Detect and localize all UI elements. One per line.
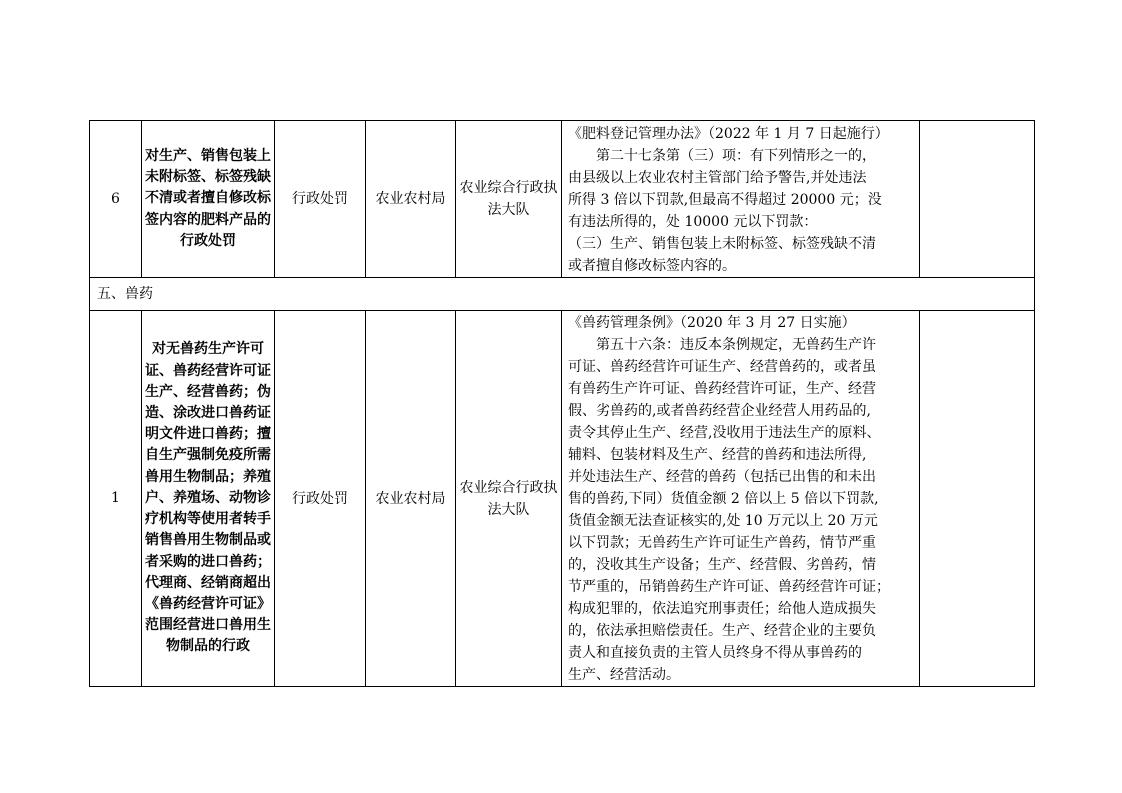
basis-line: 第五十六条：违反本条例规定，无兽药生产许: [596, 337, 876, 353]
penalty-type: 行政处罚: [275, 311, 366, 687]
department: 农业农村局: [366, 311, 456, 687]
basis-line: 第二十七条第（三）项：有下列情形之一的，: [596, 148, 876, 164]
row-number: 1: [90, 311, 142, 687]
basis-line: 节严重的，吊销兽药生产许可证、兽药经营许可证；: [568, 579, 890, 595]
basis-line: 货值金额无法查证核实的,处 10 万元以上 20 万元: [568, 513, 878, 529]
section-header-row: [90, 278, 1035, 311]
table-row: [90, 311, 1035, 687]
enforcement-table: [89, 120, 1035, 687]
basis-line: 责人和直接负责的主管人员终身不得从事兽药的: [568, 645, 862, 661]
remark: [920, 121, 1035, 278]
basis-line: 的，依法承担赔偿责任。生产、经营企业的主要负: [568, 623, 876, 639]
enforcement-unit: 农业综合行政执法大队: [456, 121, 562, 278]
basis-line: 《肥料登记管理办法》（2022 年 1 月 7 日起施行）: [568, 126, 889, 142]
department: 农业农村局: [366, 121, 456, 278]
basis-line: 构成犯罪的，依法追究刑事责任；给他人造成损失: [568, 601, 876, 617]
basis-line: （三）生产、销售包装上未附标签、标签残缺不清: [568, 236, 876, 252]
legal-basis: [562, 311, 920, 687]
section-title: 五、兽药: [90, 278, 1035, 311]
legal-basis: [562, 121, 920, 278]
basis-line: 售的兽药,下同）货值金额 2 倍以上 5 倍以下罚款,: [568, 491, 879, 507]
basis-line: 以下罚款；无兽药生产许可证生产兽药，情节严重: [568, 535, 876, 551]
item-name: 对生产、销售包装上未附标签、标签残缺不清或者擅自修改标签内容的肥料产品的行政处罚: [142, 121, 275, 278]
basis-line: 由县级以上农业农村主管部门给予警告,并处违法: [568, 170, 867, 186]
basis-line: 《兽药管理条例》（2020 年 3 月 27 日实施）: [568, 315, 856, 331]
basis-line: 假、劣兽药的,或者兽药经营企业经营人用药品的,: [568, 403, 871, 419]
remark: [920, 311, 1035, 687]
basis-line: 责令其停止生产、经营,没收用于违法生产的原料、: [568, 425, 881, 441]
item-name: 对无兽药生产许可证、兽药经营许可证生产、经营兽药；伪造、涂改进口兽药证明文件进口兽药；擅自生产强制免疫所需兽用生物制品；养殖户、养殖场、动物诊疗机构等使用者转手销售兽用生物制品或者采购的进口兽药；代理商、经销商超出《兽药经营许可证》范围经营进口兽用生物制品的行政: [142, 311, 275, 687]
row-number: 6: [90, 121, 142, 278]
basis-line: 或者擅自修改标签内容的。: [568, 258, 736, 274]
basis-line: 辅料、包装材料及生产、经营的兽药和违法所得,: [568, 447, 867, 463]
table-row: [90, 121, 1035, 278]
enforcement-unit: 农业综合行政执法大队: [456, 311, 562, 687]
basis-line: 生产、经营活动。: [568, 667, 680, 683]
basis-line: 所得 3 倍以下罚款,但最高不得超过 20000 元；没: [568, 192, 882, 208]
basis-line: 的，没收其生产设备；生产、经营假、劣兽药，情: [568, 557, 876, 573]
basis-line: 可证、兽药经营许可证生产、经营兽药的，或者虽: [568, 359, 876, 375]
basis-line: 有违法所得的，处 10000 元以下罚款：: [568, 214, 818, 230]
basis-line: 并处违法生产、经营的兽药（包括已出售的和未出: [568, 469, 876, 485]
penalty-type: 行政处罚: [275, 121, 366, 278]
basis-line: 有兽药生产许可证、兽药经营许可证，生产、经营: [568, 381, 876, 397]
